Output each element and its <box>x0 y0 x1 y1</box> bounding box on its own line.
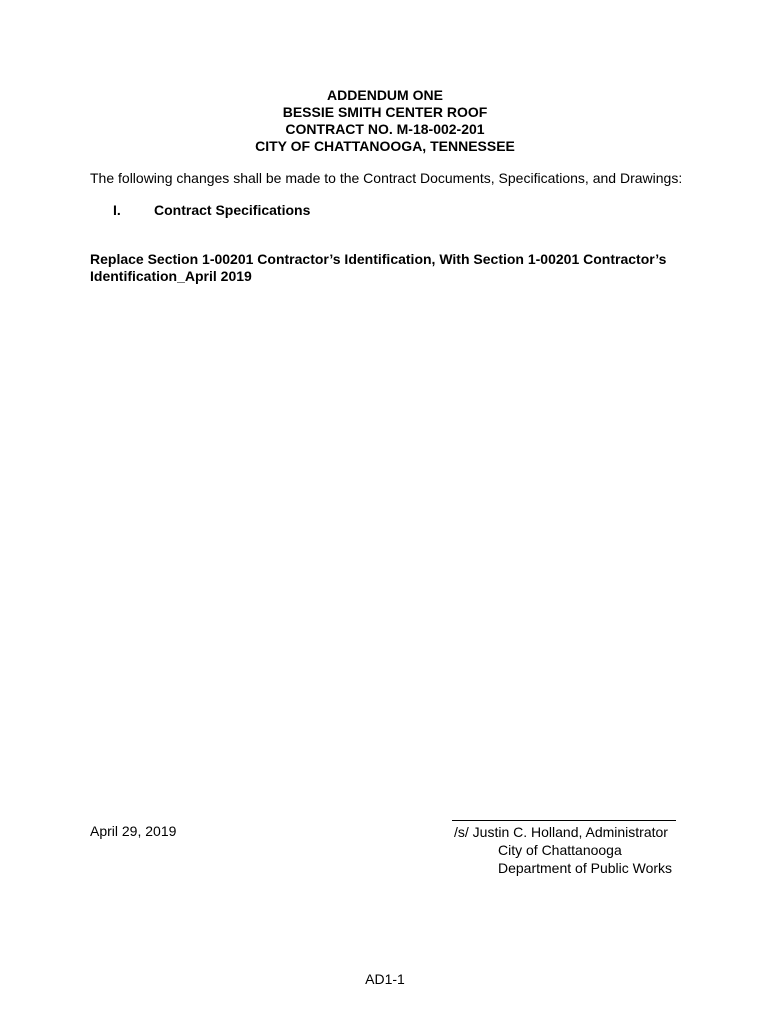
section-title: Contract Specifications <box>154 202 311 218</box>
document-date: April 29, 2019 <box>90 823 177 839</box>
signature-line <box>452 820 676 821</box>
page-number: AD1-1 <box>365 971 405 987</box>
header-contract-number: CONTRACT NO. M-18-002-201 <box>285 121 485 137</box>
header-project: BESSIE SMITH CENTER ROOF <box>282 104 488 120</box>
section-number: I. <box>113 202 121 218</box>
signature-name: /s/ Justin C. Holland, Administrator <box>454 824 668 840</box>
header-city: CITY OF CHATTANOOGA, TENNESSEE <box>255 138 515 154</box>
replace-instruction: Replace Section 1-00201 Contractor’s Identification, With Section 1-00201 Contractor’s Identification_April 2019 <box>90 251 667 284</box>
section-heading <box>113 202 310 218</box>
signature-block <box>454 823 672 877</box>
signature-city: City of Chattanooga <box>498 842 622 858</box>
signature-department: Department of Public Works <box>498 860 673 876</box>
document-header <box>0 87 770 155</box>
intro-paragraph: The following changes shall be made to the Contract Documents, Specifications, and Drawings: <box>90 170 683 186</box>
header-title: ADDENDUM ONE <box>327 87 443 103</box>
